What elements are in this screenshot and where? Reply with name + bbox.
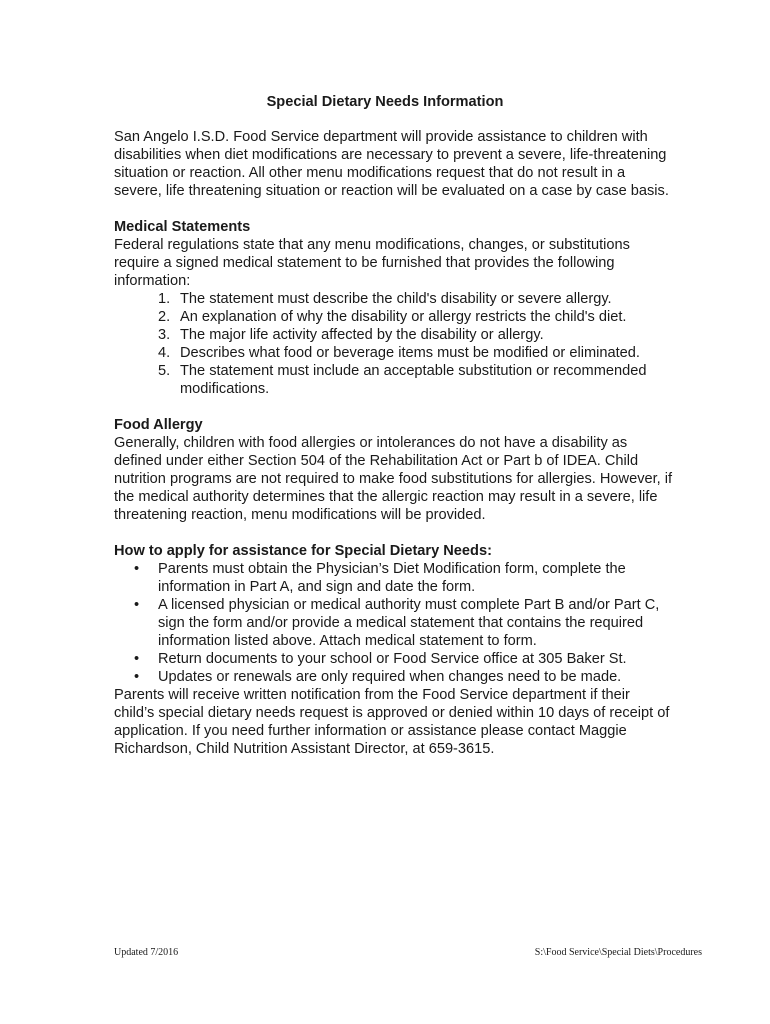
bullet-icon: • [134, 651, 140, 667]
bullet-icon: • [134, 561, 140, 577]
medical-statements-section [114, 218, 674, 398]
document-body [114, 128, 674, 758]
footer-updated-date: Updated 7/2016 [114, 947, 179, 958]
food-allergy-section [114, 416, 674, 524]
list-item [114, 560, 674, 596]
list-item-text: A licensed physician or medical authority must complete Part B and/or Part C, sign the form and/or provide a medical statement that contains the required information listed above. Attach medical statement to form. [158, 597, 660, 649]
list-item [114, 290, 674, 308]
list-item-text: The major life activity affected by the disability or allergy. [180, 327, 544, 343]
food-allergy-heading: Food Allergy [114, 417, 203, 433]
list-item [114, 326, 674, 344]
bullet-icon: • [134, 597, 140, 613]
list-item-number: 4. [158, 345, 171, 361]
medical-statements-heading: Medical Statements [114, 219, 251, 235]
list-item-number: 5. [158, 363, 171, 379]
list-item [114, 668, 674, 686]
how-to-apply-list [114, 560, 674, 686]
medical-statements-text: Federal regulations state that any menu modifications, changes, or substitutions require a signed medical statement to be furnished that provides the following information: [114, 237, 630, 289]
list-item-text: The statement must describe the child's disability or severe allergy. [180, 291, 612, 307]
list-item-number: 2. [158, 309, 171, 325]
list-item-text: The statement must include an acceptable substitution or recommended modifications. [180, 363, 647, 397]
how-to-apply-section [114, 542, 674, 686]
page-title: Special Dietary Needs Information [266, 94, 504, 110]
closing-paragraph: Parents will receive written notification from the Food Service department if their child’s special dietary needs request is approved or denied within 10 days of receipt of application. If you need further information or assistance please contact Maggie Richardson, Child Nutrition Assistant Director, at 659-3615. [114, 687, 670, 757]
list-item-number: 3. [158, 327, 171, 343]
list-item-text: Updates or renewals are only required when changes need to be made. [158, 669, 622, 685]
bullet-icon: • [134, 669, 140, 685]
medical-requirements-list [114, 290, 674, 398]
list-item-text: Return documents to your school or Food Service office at 305 Baker St. [158, 651, 627, 667]
intro-paragraph: San Angelo I.S.D. Food Service department will provide assistance to children with disabilities when diet modifications are necessary to prevent a severe, life-threatening situation or reaction. All other menu modifications request that do not result in a severe, life threatening situation or reaction will be evaluated on a case by case basis. [114, 129, 669, 199]
list-item-text: Parents must obtain the Physician’s Diet Modification form, complete the information in Part A, and sign and date the form. [158, 561, 626, 595]
list-item-text: Describes what food or beverage items must be modified or eliminated. [180, 345, 640, 361]
list-item [114, 344, 674, 362]
food-allergy-text: Generally, children with food allergies or intolerances do not have a disability as defined under either Section 504 of the Rehabilitation Act or Part b of IDEA. Child nutrition programs are not required to make food substitutions for allergies. However, if the medical authority determines that the allergic reaction may result in a severe, life threatening reaction, menu modifications will be provided. [114, 435, 673, 523]
list-item [114, 308, 674, 326]
list-item [114, 650, 674, 668]
list-item-text: An explanation of why the disability or allergy restricts the child's diet. [180, 309, 627, 325]
how-to-apply-heading: How to apply for assistance for Special Dietary Needs: [114, 543, 492, 559]
list-item [114, 362, 674, 398]
list-item [114, 596, 674, 650]
list-item-number: 1. [158, 291, 171, 307]
footer-file-path: S:\Food Service\Special Diets\Procedures [534, 947, 702, 958]
